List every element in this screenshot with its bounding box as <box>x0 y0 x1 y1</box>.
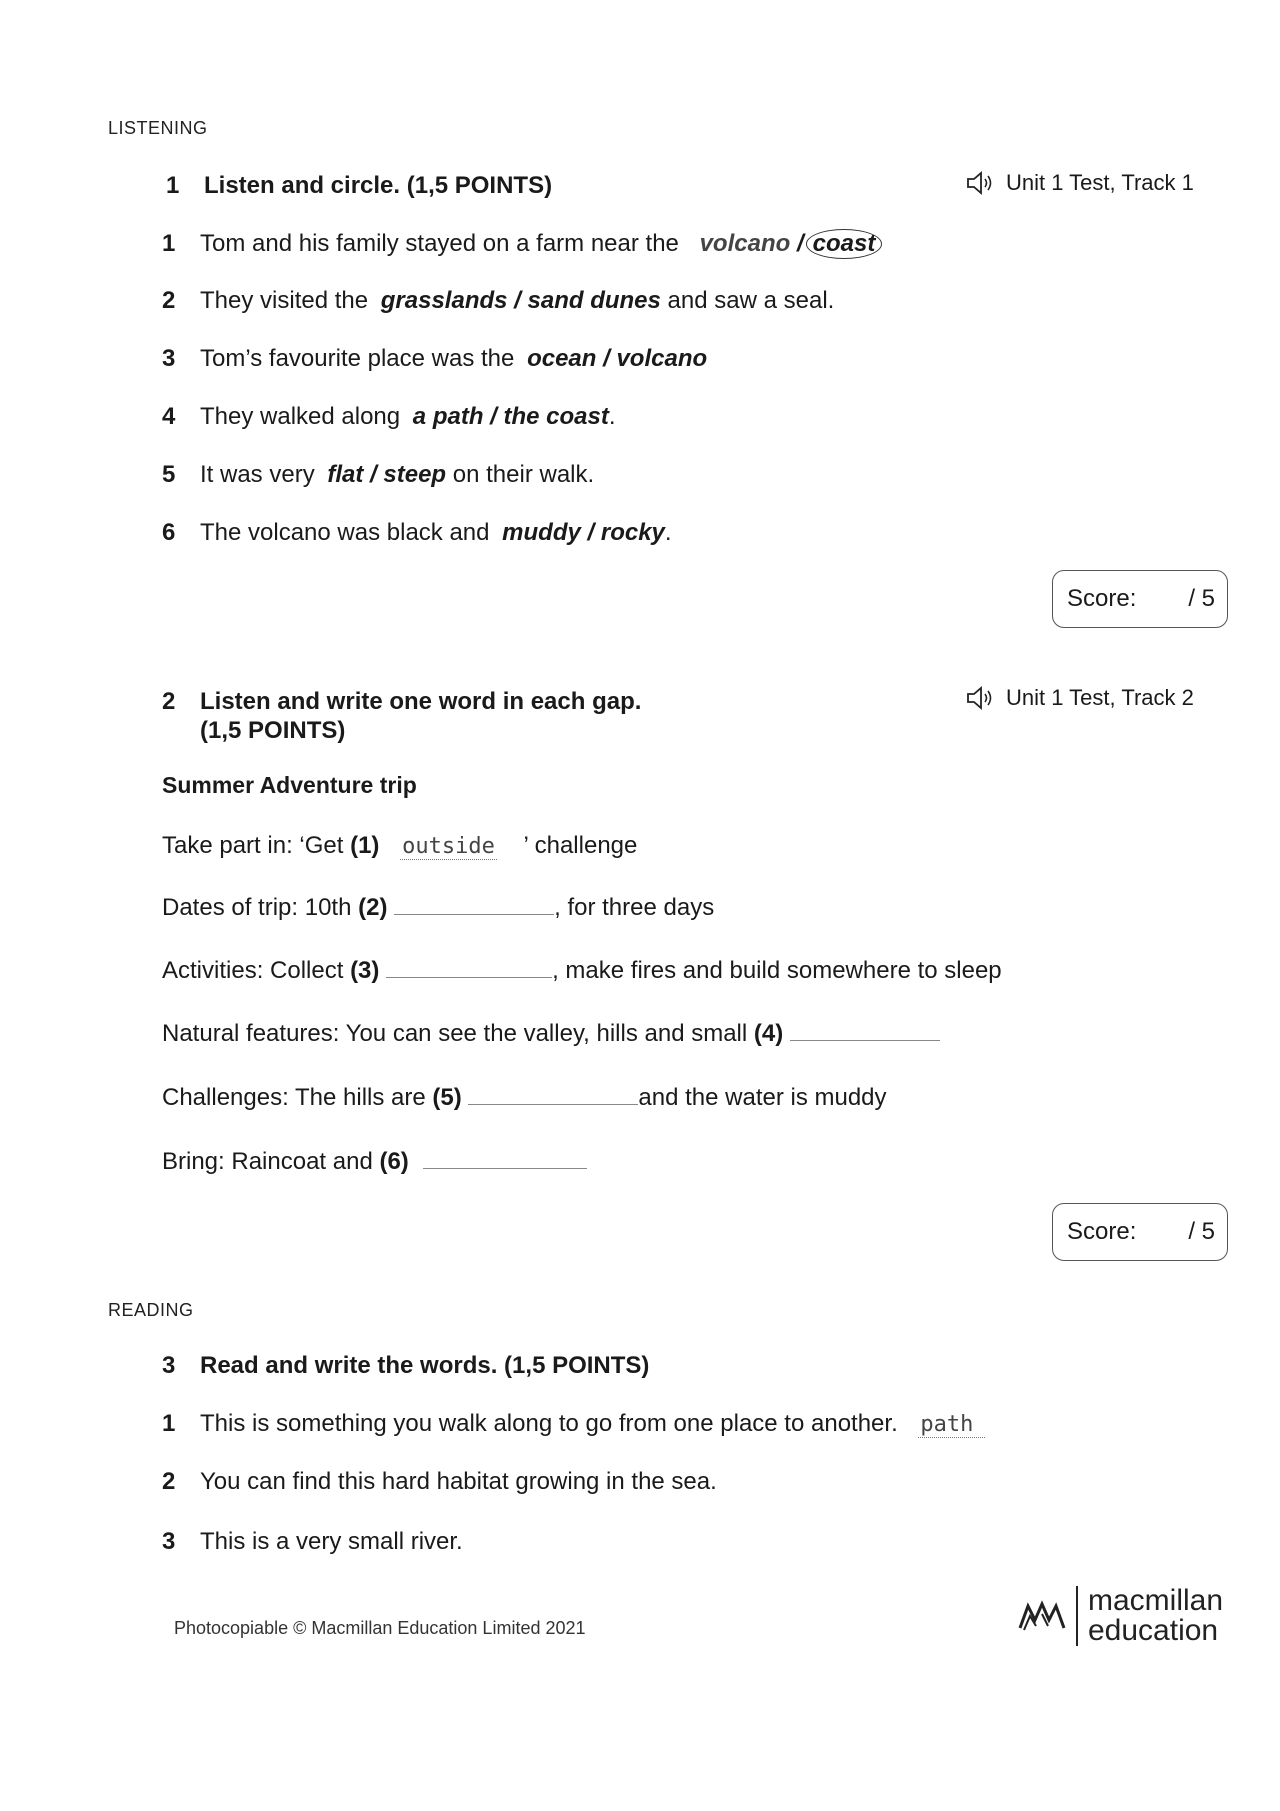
exercise-title: Listen and write one word in each gap. <box>200 688 642 715</box>
gap-line <box>162 1020 940 1048</box>
item-number: 1 <box>162 1410 176 1437</box>
item-text-end: on their walk. <box>446 461 595 488</box>
gap-answer-input[interactable] <box>423 1148 587 1169</box>
exercise-title: Listen and circle. (1,5 POINTS) <box>204 172 553 199</box>
item-text-end: . <box>664 519 672 546</box>
item-number: 5 <box>162 461 176 488</box>
score-label: Score: <box>1067 585 1137 612</box>
option-separator: / <box>483 403 504 430</box>
item-number: 3 <box>162 345 176 372</box>
line-text-end: and the water is muddy <box>638 1084 887 1111</box>
logo-line-1: macmillan <box>1088 1584 1224 1617</box>
gap-line <box>162 894 714 922</box>
ex1-item <box>162 403 616 431</box>
option-2[interactable]: rocky <box>600 519 665 546</box>
option-2[interactable]: sand dunes <box>527 287 661 314</box>
item-text: They walked along <box>200 403 401 430</box>
exercise-number: 1 <box>166 172 180 199</box>
item-text: Tom’s favourite place was the <box>200 345 515 372</box>
ex3-item <box>162 1410 985 1438</box>
score-label: Score: <box>1067 1218 1137 1245</box>
gap-answer-input[interactable] <box>790 1020 940 1041</box>
item-number: 1 <box>162 230 176 257</box>
audio-track-2[interactable] <box>966 685 1194 711</box>
gap-line <box>162 957 1002 985</box>
ex1-item <box>162 461 594 489</box>
gap-line <box>162 1084 887 1112</box>
option-separator: / <box>363 461 384 488</box>
audio-track-1[interactable] <box>966 170 1194 196</box>
score-max: / 5 <box>1188 1218 1215 1245</box>
exercise-2-points: (1,5 POINTS) <box>200 717 346 744</box>
section-title-listening: LISTENING <box>108 118 208 138</box>
option-separator: / <box>596 345 617 372</box>
option-1[interactable]: muddy <box>502 519 581 546</box>
section-title-reading: READING <box>108 1300 194 1320</box>
line-text: Bring: Raincoat and <box>162 1148 380 1175</box>
item-text-end: . <box>608 403 616 430</box>
logo-wordmark <box>1076 1586 1223 1646</box>
gap-line <box>162 1148 587 1176</box>
option-2[interactable]: volcano <box>616 345 708 372</box>
macmillan-logo-icon <box>1018 1598 1066 1634</box>
gap-answer-input[interactable] <box>386 957 552 978</box>
ex1-item <box>162 519 672 547</box>
gap-number: (2) <box>358 894 388 921</box>
logo-line-2: education <box>1088 1614 1219 1647</box>
line-text-end: ’ challenge <box>516 832 638 859</box>
item-text: You can find this hard habitat growing in the sea. <box>200 1468 717 1495</box>
gap-number: (3) <box>350 957 380 984</box>
gap-number: (4) <box>753 1020 784 1047</box>
track-label: Unit 1 Test, Track 1 <box>1006 170 1194 195</box>
copyright-notice: Photocopiable © Macmillan Education Limited 2021 <box>174 1618 586 1638</box>
item-text: Tom and his family stayed on a farm near the <box>200 230 679 257</box>
ex3-item <box>162 1468 717 1496</box>
item-text: It was very <box>200 461 315 488</box>
option-1[interactable]: grasslands <box>380 287 508 314</box>
item-number: 4 <box>162 403 176 430</box>
option-2[interactable]: steep <box>383 461 447 488</box>
gap-line <box>162 832 637 860</box>
gap-answer-input[interactable]: outside <box>402 834 495 859</box>
answer-input[interactable]: path <box>918 1412 985 1438</box>
item-text: The volcano was black and <box>200 519 490 546</box>
track-label: Unit 1 Test, Track 2 <box>1006 685 1194 710</box>
line-text: Activities: Collect <box>162 957 351 984</box>
line-text: Challenges: The hills are <box>162 1084 433 1111</box>
gap-number: (5) <box>432 1084 462 1111</box>
ex1-item <box>162 345 707 373</box>
macmillan-logo <box>1018 1586 1223 1646</box>
exercise-2-header <box>162 688 641 716</box>
score-box-1 <box>1052 570 1228 628</box>
item-text-end: and saw a seal. <box>660 287 835 314</box>
score-max: / 5 <box>1188 585 1215 612</box>
line-text: Dates of trip: 10th <box>162 894 359 921</box>
option-1[interactable]: flat <box>327 461 364 488</box>
option-separator: / <box>507 287 528 314</box>
line-text: Take part in: ‘Get <box>162 832 351 859</box>
item-number: 3 <box>162 1528 176 1555</box>
gap-answer-input[interactable] <box>468 1084 638 1105</box>
item-number: 2 <box>162 287 176 314</box>
option-2-circled[interactable]: coast <box>806 229 883 259</box>
exercise-title: Read and write the words. (1,5 POINTS) <box>200 1352 650 1379</box>
item-text: This is a very small river. <box>200 1528 463 1555</box>
item-text: They visited the <box>200 287 369 314</box>
speaker-icon <box>966 685 996 711</box>
exercise-1-header <box>166 172 552 200</box>
exercise-number: 3 <box>162 1352 176 1379</box>
ex1-item <box>162 229 882 259</box>
option-2[interactable]: the coast <box>503 403 609 430</box>
gap-number: (1) <box>350 832 380 859</box>
item-number: 2 <box>162 1468 176 1495</box>
option-separator: / <box>580 519 601 546</box>
score-box-2 <box>1052 1203 1228 1261</box>
line-text-end: , for three days <box>554 894 715 921</box>
gap-answer-input[interactable] <box>394 894 554 915</box>
option-1[interactable]: ocean <box>527 345 597 372</box>
gap-number: (6) <box>379 1148 409 1175</box>
exercise-number: 2 <box>162 688 176 715</box>
line-text: Natural features: You can see the valley, hills and small <box>162 1020 754 1047</box>
subtitle-summer-adventure: Summer Adventure trip <box>162 772 417 798</box>
ex3-item <box>162 1528 463 1556</box>
exercise-3-header <box>162 1352 649 1380</box>
item-number: 6 <box>162 519 176 546</box>
option-separator: / <box>790 230 804 257</box>
ex1-item <box>162 287 834 315</box>
option-1[interactable]: volcano <box>699 230 791 257</box>
option-1[interactable]: a path <box>412 403 484 430</box>
item-text: This is something you walk along to go from one place to another. <box>200 1410 898 1437</box>
line-text-end: , make fires and build somewhere to sleep <box>552 957 1002 984</box>
speaker-icon <box>966 170 996 196</box>
